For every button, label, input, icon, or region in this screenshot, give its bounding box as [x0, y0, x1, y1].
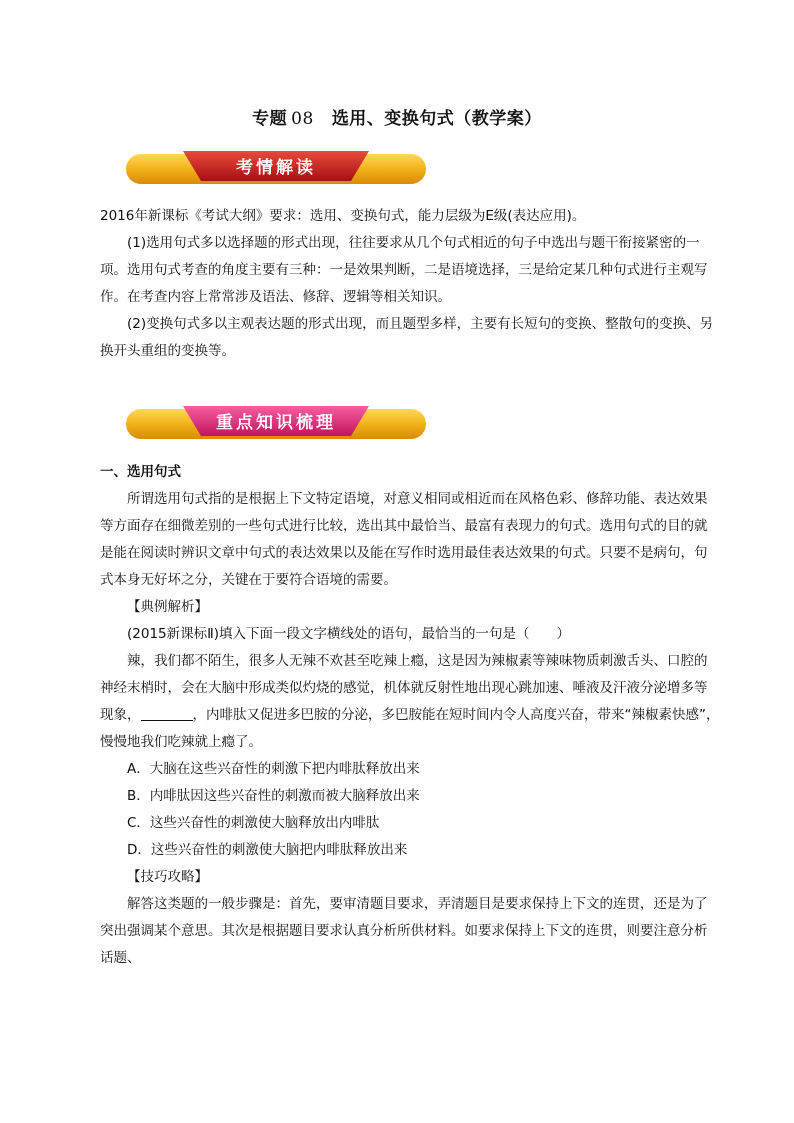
option-b: B．内啡肽因这些兴奋性的刺激而被大脑释放出来 — [127, 788, 420, 804]
example-label: 【典例解析】 — [127, 599, 208, 615]
skill-label: 【技巧攻略】 — [127, 869, 208, 885]
paragraph: (2)变换句式多以主观表达题的形式出现，而且题型多样，主要有长短句的变换、整散句的变换、另换开头重组的变换等。 — [100, 316, 714, 359]
option-c: C．这些兴奋性的刺激使大脑释放出内啡肽 — [127, 815, 380, 831]
banner-label: 重点知识梳理 — [216, 413, 336, 433]
banner-exam-analysis — [125, 151, 427, 185]
passage-part-a: 辣，我们都不陌生，很多人无辣不欢甚至吃辣上瘾，这是因为辣椒素等辣味物质刺激舌头、口腔的神经末梢时，会在大脑中形成类似灼烧的感觉，机体就反射性地出现心跳加速、唾液及汗液分泌增多等现象， — [100, 653, 708, 723]
passage-part-b: ，内啡肽又促进多巴胺的分泌，多巴胺能在短时间内令人高度兴奋，带来“辣椒素快感”，慢慢地我们吃辣就上瘾了。 — [100, 707, 720, 750]
title-main: 选用、变换句式（教学案） — [331, 109, 542, 129]
paragraph: 2016年新课标《考试大纲》要求：选用、变换句式，能力层级为E级(表达应用)。 — [100, 208, 586, 224]
option-a: A．大脑在这些兴奋性的刺激下把内啡肽释放出来 — [127, 761, 420, 777]
title-prefix: 专题 — [252, 109, 288, 129]
section-heading: 一、选用句式 — [100, 464, 181, 480]
answer-blank — [141, 706, 193, 721]
option-d: D．这些兴奋性的刺激使大脑把内啡肽释放出来 — [127, 842, 408, 858]
title-number: 08 — [291, 109, 314, 129]
question-stem: (2015新课标Ⅱ)填入下面一段文字横线处的语句，最恰当的一句是（ ） — [127, 626, 571, 642]
section-key-knowledge — [100, 459, 720, 972]
passage — [100, 648, 720, 756]
banner-key-knowledge — [125, 406, 427, 440]
paragraph: (1)选用句式多以选择题的形式出现，往往要求从几个句式相近的句子中选出与题干衔接紧密的一项。选用句式考查的角度主要有三种：一是效果判断，二是语境选择，三是给定某几种句式进行主观写作。在考查内容上常常涉及语法、修辞、逻辑等相关知识。 — [100, 235, 708, 305]
section-exam-analysis — [100, 203, 720, 365]
document-title — [0, 104, 794, 129]
banner-label: 考情解读 — [236, 158, 316, 178]
paragraph: 解答这类题的一般步骤是：首先，要审清题目要求，弄清题目是要求保持上下文的连贯，还是为了突出强调某个意思。其次是根据题目要求认真分析所供材料。如要求保持上下文的连贯，则要注意分析话题、 — [100, 896, 708, 966]
paragraph: 所谓选用句式指的是根据上下文特定语境，对意义相同或相近而在风格色彩、修辞功能、表达效果等方面存在细微差别的一些句式进行比较，选出其中最恰当、最富有表现力的句式。选用句式的目的就是能在阅读时辨识文章中句式的表达效果以及能在写作时选用最佳表达效果的句式。只要不是病句，句式本身无好坏之分，关键在于要符合语境的需要。 — [100, 491, 708, 588]
